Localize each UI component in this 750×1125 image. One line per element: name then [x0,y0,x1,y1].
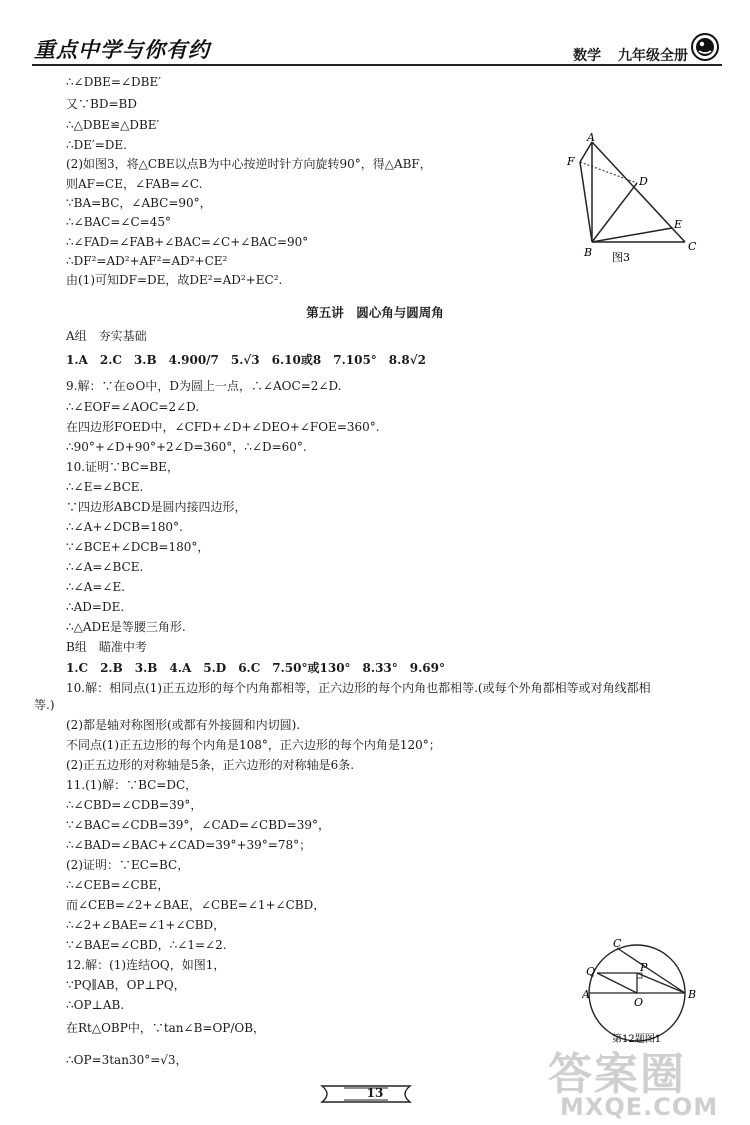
text-line: ∴OP=3tan30°=√3， [66,1053,188,1067]
page-number: 13 [366,1086,384,1100]
fig3-label: A [587,132,595,144]
circle-label: Q [586,965,596,978]
text-line: 在Rt△OBP中，∵tan∠B=OP/OB， [66,1021,266,1035]
fig3-label: D [639,175,648,188]
text-line: (2)都是轴对称图形(或都有外接圆和内切圆). [66,718,301,732]
text-line: ∵PQ∥AB，OP⊥PQ， [66,978,186,992]
text-line: 不同点(1)正五边形的每个内角是108°，正六边形的每个内角是120°； [66,738,441,752]
text-line: ∴∠A=∠E. [66,580,126,594]
answer-line: 1.C 2.B 3.B 4.A 5.D 6.C 7.50°或130° 8.33° 9.69° [66,661,445,675]
text-line: (2)证明：∵EC=BC， [66,858,190,872]
circle-label: C [613,938,622,950]
text-line: 在四边形FOED中，∠CFD+∠D+∠DEO+∠FOE=360°. [66,420,380,434]
circle-label: O [634,996,644,1009]
text-line: ∴DF²=AD²+AF²=AD²+CE² [66,254,228,268]
header-title: 重点中学与你有约 [34,38,210,62]
text-line: ∴∠DBE=∠DBE′ [66,75,161,89]
text-line: ∴∠BAC=∠C=45° [66,215,171,229]
watermark-bottom: MXQE.COM [560,1093,719,1121]
text-line: ∴△ADE是等腰三角形. [66,620,186,634]
text-line: 9.解：∵在⊙O中，D为圆上一点，∴∠AOC=2∠D. [66,379,342,393]
text-line: ∴∠BAD=∠BAC+∠CAD=39°+39°=78°； [66,838,312,852]
fig3-label: C [688,240,697,253]
text-line: 11.(1)解：∵BC=DC， [66,778,198,792]
text-line: 而∠CEB=∠2+∠BAE，∠CBE=∠1+∠CBD， [66,898,326,912]
text-line: 12.解：(1)连结OQ，如图1， [66,958,226,972]
fig3-label: B [584,246,593,259]
text-line: ∴∠E=∠BCE. [66,480,144,494]
text-line: 等.) [34,698,55,712]
figure-circle [582,938,708,1050]
circle-label: A [582,988,590,1001]
text-line: 由(1)可知DF=DE，故DE²=AD²+EC². [66,273,283,287]
text-line: 则AF=CE，∠FAB=∠C. [66,177,203,191]
text-line: 10.证明∵BC=BE， [66,460,179,474]
text-line: ∴90°+∠D+90°+2∠D=360°，∴∠D=60°. [66,440,307,454]
text-line: 10.解：相同点(1)正五边形的每个内角都相等，正六边形的每个内角也都相等.(或每个外角都相等或对角线都相 [66,681,651,695]
text-line: (2)正五边形的对称轴是5条，正六边形的对称轴是6条. [66,758,355,772]
text-line: ∵∠BCE+∠DCB=180°， [66,540,210,554]
watermark-top: 答案圈 [548,1049,686,1100]
text-line: ∴∠A+∠DCB=180°. [66,520,183,534]
header-grade: 九年级全册 [618,48,688,64]
text-line: ∴OP⊥AB. [66,998,125,1012]
text-line: 又∵BD=BD [66,97,137,111]
text-line: ∴△DBE≌△DBE′ [66,118,160,132]
answer-line: 1.A 2.C 3.B 4.900/7 5.√3 6.10或8 7.105° 8.8√2 [66,353,426,367]
section-title: 第五讲 圆心角与圆周角 [306,305,444,320]
text-line: (2)如图3，将△CBE以点B为中心按逆时针方向旋转90°，得△ABF， [66,157,432,171]
header-subject: 数学 [573,48,602,64]
circle-label: P [640,961,648,974]
text-line: ∴∠EOF=∠AOC=2∠D. [66,400,200,414]
text-line: ∴∠FAD=∠FAB+∠BAC=∠C+∠BAC=90° [66,235,309,249]
circle-label: B [688,988,697,1001]
header-right [561,45,688,65]
text-line: ∴∠A=∠BCE. [66,560,144,574]
header-logo-icon [690,32,720,62]
circle-caption: 第12题图1 [612,1034,662,1045]
text-line: ∵BA=BC，∠ABC=90°， [66,196,212,210]
text-line: ∴∠CEB=∠CBE， [66,878,170,892]
text-line: ∴AD=DE. [66,600,125,614]
fig3-caption: 图3 [612,251,630,264]
text-line: ∴∠CBD=∠CDB=39°， [66,798,203,812]
fig3-label: E [674,218,683,231]
text-line: ∵∠BAC=∠CDB=39°，∠CAD=∠CBD=39°， [66,818,330,832]
header-divider [32,64,722,66]
text-line: ∵四边形ABCD是圆内接四边形， [66,500,247,514]
fig3-label: F [567,155,575,168]
group-heading: B组 瞄准中考 [66,640,147,654]
group-heading: A组 夯实基础 [66,329,147,343]
text-line: ∵∠BAE=∠CBD，∴∠1=∠2. [66,938,227,952]
text-line: ∴∠2+∠BAE=∠1+∠CBD， [66,918,226,932]
figure-3 [560,132,710,267]
text-line: ∴DE′=DE. [66,138,127,152]
